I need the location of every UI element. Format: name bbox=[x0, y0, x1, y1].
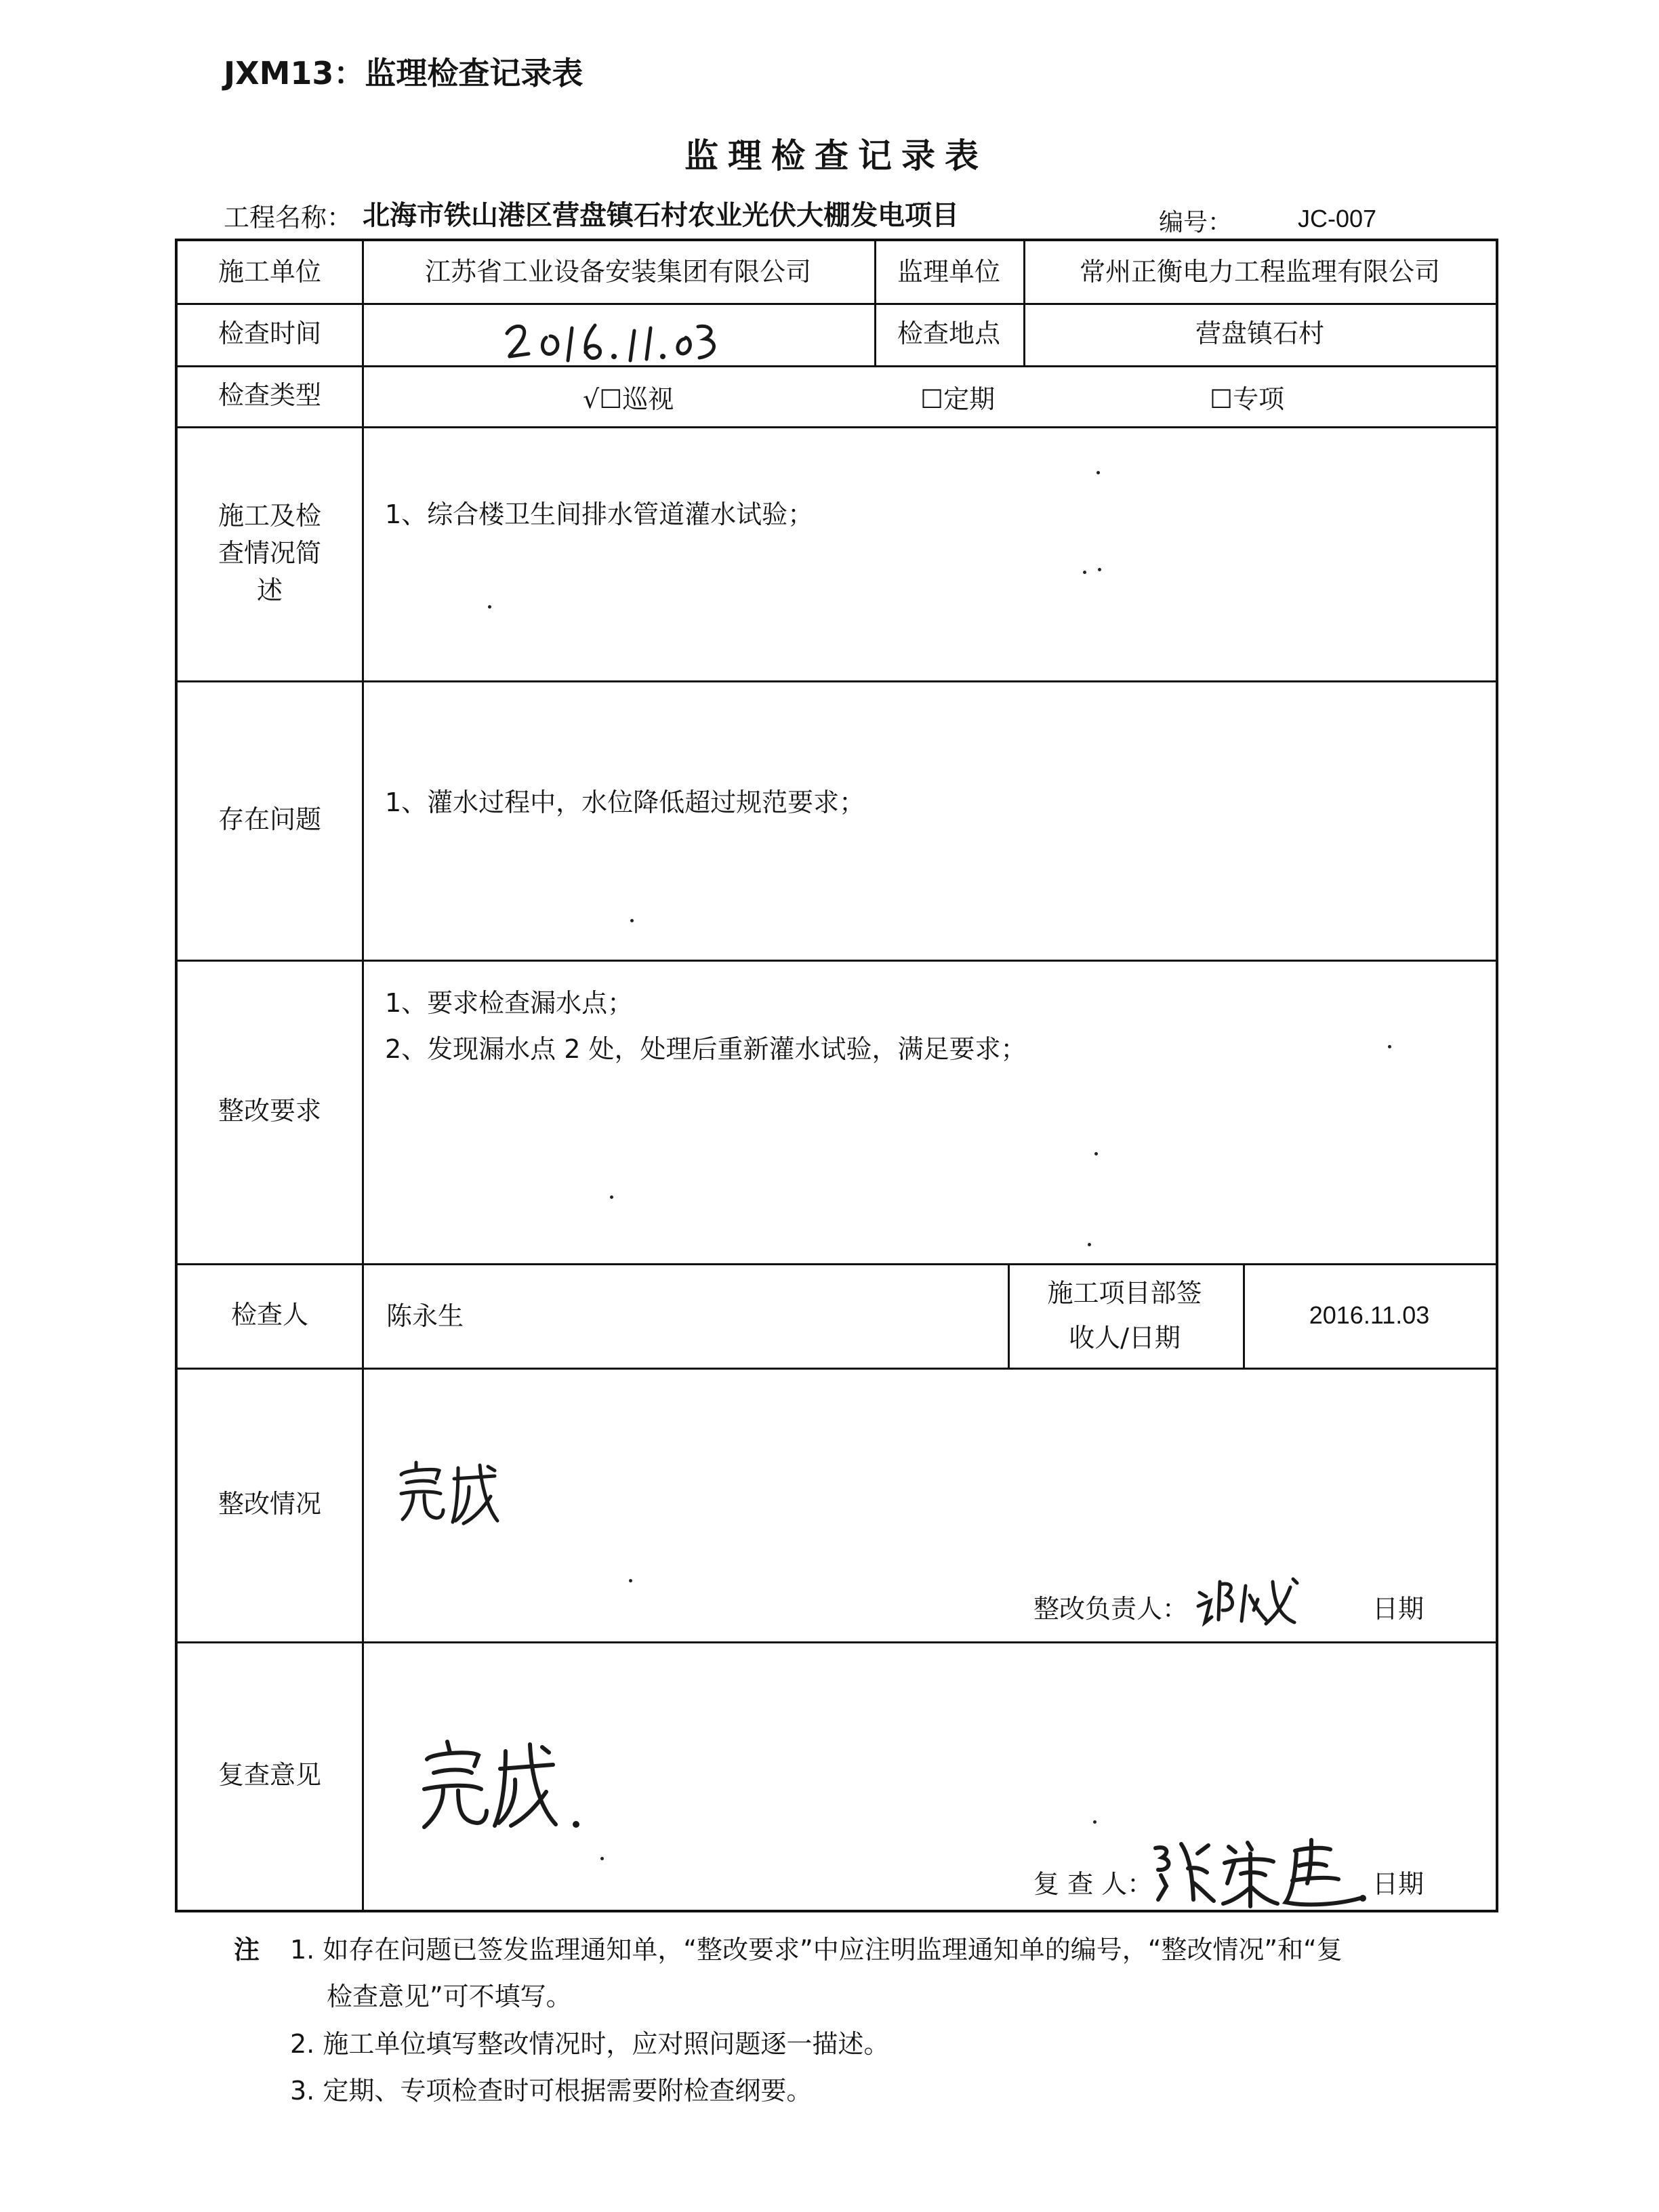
supervision-unit-value: 常州正衡电力工程监理有限公司 bbox=[1079, 256, 1440, 287]
rectification-date-label: 日期 bbox=[1372, 1594, 1425, 1624]
inspection-place-label: 检查地点 bbox=[897, 319, 1000, 349]
rectification-handwriting bbox=[393, 1456, 501, 1533]
responsible-signature bbox=[1193, 1572, 1308, 1636]
number-value: JC-007 bbox=[1298, 205, 1377, 232]
requirements-label: 整改要求 bbox=[218, 1096, 321, 1126]
review-label: 复查意见 bbox=[218, 1760, 321, 1790]
receipt-label: 施工项目部签收人/日期 bbox=[1047, 1277, 1202, 1353]
project-label: 工程名称： bbox=[224, 203, 353, 232]
reviewer-signature bbox=[1149, 1833, 1372, 1914]
scan-speck bbox=[1083, 571, 1086, 574]
review-handwriting bbox=[413, 1735, 596, 1839]
label-column-divider bbox=[362, 241, 364, 1910]
document-title: 监理检查记录表 bbox=[684, 136, 988, 176]
scan-speck bbox=[1094, 1152, 1098, 1155]
option-special: ☐专项 bbox=[1210, 384, 1285, 414]
inspection-time-label: 检查时间 bbox=[218, 319, 321, 349]
note-1-continued: 检查意见”可不填写。 bbox=[327, 1982, 572, 2011]
construction-unit-label: 施工单位 bbox=[218, 256, 321, 287]
form-code: JXM13：监理检查记录表 bbox=[224, 55, 583, 91]
scan-speck bbox=[1093, 1820, 1097, 1824]
construction-unit-value: 江苏省工业设备安装集团有限公司 bbox=[424, 256, 811, 287]
problems-label: 存在问题 bbox=[218, 804, 321, 835]
description-label: 施工及检查情况简述 bbox=[218, 500, 321, 606]
inspector-name: 陈永生 bbox=[386, 1301, 464, 1331]
note-3: 3. 定期、专项检查时可根据需要附检查纲要。 bbox=[290, 2076, 813, 2106]
option-patrol: √☐巡视 bbox=[583, 384, 674, 414]
row-divider bbox=[178, 960, 1496, 962]
scan-speck bbox=[488, 605, 491, 609]
scan-speck bbox=[1098, 568, 1101, 571]
row-divider bbox=[178, 426, 1496, 428]
scan-speck bbox=[1097, 471, 1100, 474]
notes-marker: 注 bbox=[234, 1935, 260, 1965]
number-label: 编号： bbox=[1159, 209, 1233, 237]
inspection-place-value: 营盘镇石村 bbox=[1195, 319, 1324, 349]
requirements-line-1: 1、要求检查漏水点； bbox=[385, 988, 634, 1018]
inspection-type-label: 检查类型 bbox=[218, 380, 321, 411]
scan-speck bbox=[630, 919, 634, 922]
note-1: 1. 如存在问题已签发监理通知单，“整改要求”中应注明监理通知单的编号，“整改情况”和“复 bbox=[290, 1935, 1343, 1965]
row-divider bbox=[178, 365, 1496, 367]
scan-speck bbox=[1088, 1243, 1091, 1246]
rectification-responsible-label: 整改负责人： bbox=[1033, 1594, 1189, 1624]
scan-speck bbox=[610, 1195, 613, 1199]
review-date-label: 日期 bbox=[1372, 1869, 1425, 1899]
problems-line-1: 1、灌水过程中，水位降低超过规范要求； bbox=[385, 787, 865, 817]
scan-speck bbox=[1388, 1045, 1391, 1048]
inspector-label: 检查人 bbox=[230, 1300, 308, 1330]
requirements-line-2: 2、发现漏水点 2 处，处理后重新灌水试验，满足要求； bbox=[385, 1034, 1027, 1064]
row-divider bbox=[178, 1368, 1496, 1370]
rectification-label: 整改情况 bbox=[218, 1489, 321, 1519]
scan-speck bbox=[600, 1857, 604, 1860]
row-divider bbox=[178, 1641, 1496, 1643]
scan-speck bbox=[629, 1579, 632, 1582]
project-name: 北海市铁山港区营盘镇石村农业光伏大棚发电项目 bbox=[363, 200, 959, 231]
receipt-date: 2016.11.03 bbox=[1309, 1300, 1430, 1329]
inspection-time-handwriting bbox=[501, 313, 725, 370]
supervision-unit-label: 监理单位 bbox=[897, 256, 1000, 287]
note-2: 2. 施工单位填写整改情况时，应对照问题逐一描述。 bbox=[290, 2029, 890, 2059]
reviewer-label: 复 查 人： bbox=[1033, 1869, 1153, 1899]
option-periodic: ☐定期 bbox=[920, 384, 996, 414]
record-table bbox=[175, 239, 1498, 1912]
row-divider bbox=[178, 680, 1496, 682]
description-line-1: 1、综合楼卫生间排水管道灌水试验； bbox=[385, 499, 814, 529]
